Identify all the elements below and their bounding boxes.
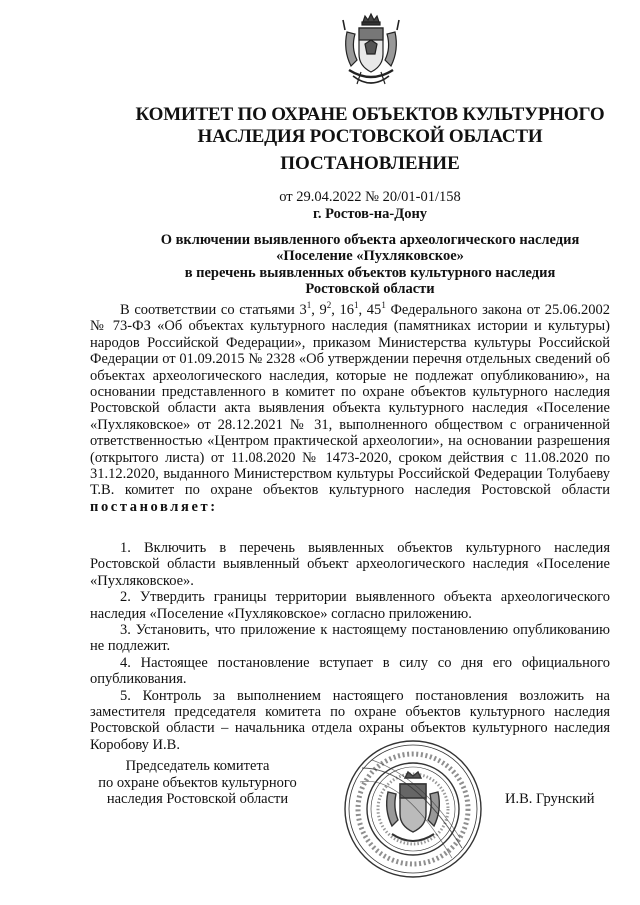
signatory-position-line3: наследия Ростовской области bbox=[106, 791, 289, 808]
preamble-sup4: 1 bbox=[381, 300, 386, 311]
resolution-items bbox=[90, 540, 610, 753]
resolution-item-5: 5. Контроль за выполнением настоящего постановления возложить на заместителя председателя комитета по охране объектов культурного наследия Ростовской области – начальника отдела охраны объектов культурного наследия Коробову И.В. bbox=[90, 687, 610, 753]
document-subject bbox=[100, 232, 640, 298]
preamble-section bbox=[90, 302, 610, 515]
preamble-part2: , 9 bbox=[311, 302, 327, 318]
committee-name-line2: НАСЛЕДИЯ РОСТОВСКОЙ ОБЛАСТИ bbox=[197, 126, 543, 147]
preamble-sup3: 1 bbox=[354, 300, 359, 311]
subject-line3: в перечень выявленных объектов культурного наследия bbox=[184, 264, 556, 281]
official-seal-icon bbox=[342, 738, 484, 880]
preamble-paragraph bbox=[90, 302, 610, 515]
resolution-item-4: 4. Настоящее постановление вступает в силу со дня его официального опубликования. bbox=[90, 654, 610, 688]
subject-line4: Ростовской области bbox=[305, 281, 435, 298]
document-date-number: от 29.04.2022 № 20/01-01/158 bbox=[279, 189, 461, 205]
preamble-sup2: 2 bbox=[326, 300, 332, 311]
resolution-item-2: 2. Утвердить границы территории выявленного объекта археологического наследия «Поселение «Пухляковское» согласно приложению. bbox=[90, 589, 610, 622]
coat-of-arms-icon bbox=[339, 10, 403, 96]
preamble-part4: , 45 bbox=[358, 302, 382, 318]
subject-line2: «Поселение «Пухляковское» bbox=[276, 248, 464, 265]
subject-line1: О включении выявленного объекта археологического наследия bbox=[160, 232, 580, 248]
resolves-word: постановляет: bbox=[90, 498, 218, 515]
signatory-position-line1: Председатель комитета bbox=[125, 758, 270, 774]
committee-name-line1: КОМИТЕТ ПО ОХРАНЕ ОБЪЕКТОВ КУЛЬТУРНОГО bbox=[135, 104, 605, 125]
resolution-item-1: 1. Включить в перечень выявленных объектов культурного наследия Ростовской области выявленный объект археологического наследия «Поселение «Пухляковское». bbox=[90, 540, 610, 589]
signatory-name: И.В. Грунский bbox=[505, 791, 595, 807]
preamble-part1: В соответствии со статьями 3 bbox=[120, 302, 307, 318]
signatory-position bbox=[90, 758, 305, 808]
document-type: ПОСТАНОВЛЕНИЕ bbox=[280, 153, 460, 174]
signatory-position-line2: по охране объектов культурного bbox=[98, 774, 297, 791]
document-city: г. Ростов-на-Дону bbox=[312, 206, 428, 222]
preamble-part5: Федерального закона от 25.06.2002 № 73-ФЗ «Об объектах культурного наследия (памятниках истории и культуры) народов Российской Федерации», приказом Министерства культуры Российской Федерации от 01.09.2015 № 2328 «Об утверждении перечня отдельных сведений об объектах археологического наследия, которые не подлежат опубликованию», на основании представленного в комитет по охране объектов культурного наследия Ростовской области акта выявления объекта культурного наследия «Поселение «Пухляковское» от 28.12.2021 № 31, выполненного обществом с ограниченной ответственностью «Центром практической археологии», на основании разрешения (открытого листа) от 11.08.2020 № 1473-2020, сроком действия с 11.08.2020 по 31.12.2020, выданного Министерством культуры Российской Федерации Толубаеву Т.В. комитет по охране объектов культурного наследия Ростовской области bbox=[90, 302, 611, 499]
preamble-sup1: 1 bbox=[306, 300, 312, 311]
resolution-item-3: 3. Установить, что приложение к настоящему постановлению опубликованию не подлежит. bbox=[90, 622, 610, 655]
committee-name bbox=[100, 104, 640, 148]
preamble-part3: , 16 bbox=[331, 302, 355, 318]
